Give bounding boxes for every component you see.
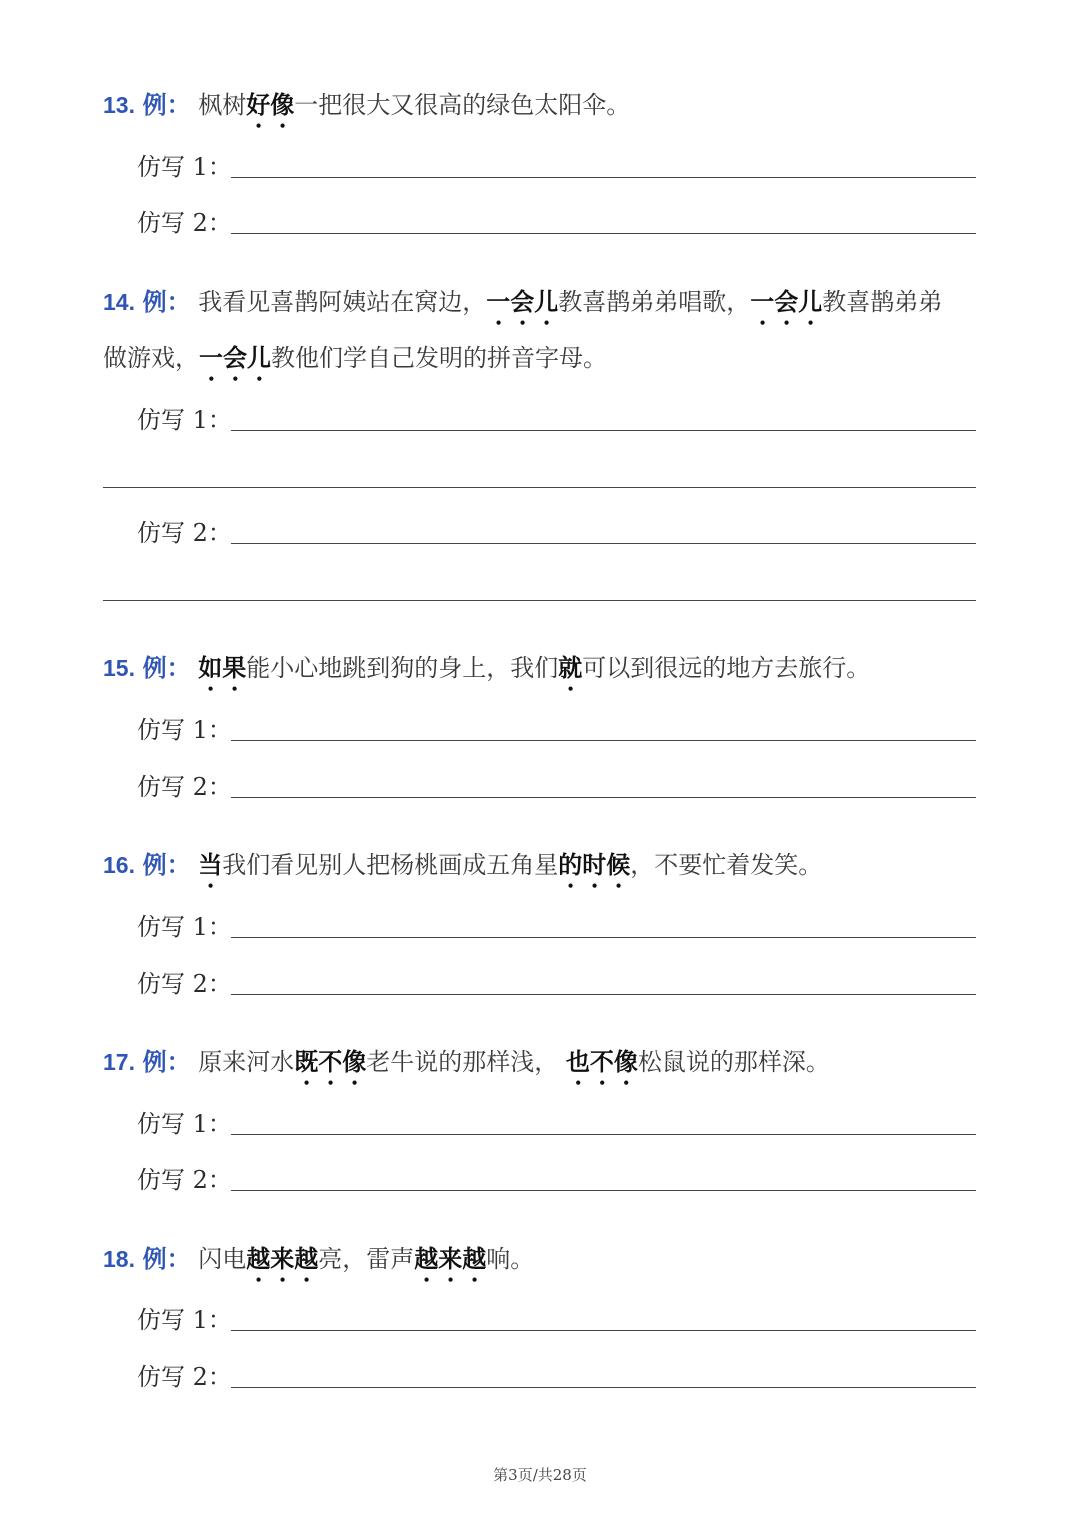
sentence-text: 松鼠说的那样深。 (637, 1048, 830, 1076)
answer-line[interactable] (231, 994, 976, 995)
emphasized-phrase: 一会儿 (486, 287, 559, 316)
answer-line[interactable] (231, 430, 976, 431)
imitation-label-1: 仿写 1： (137, 913, 232, 941)
sentence-text: 做游戏， (103, 344, 199, 372)
answer-line[interactable] (231, 233, 976, 234)
example-label: 例： (142, 850, 191, 879)
question-number: 18. (103, 1246, 135, 1272)
imitation-label-2: 仿写 2： (137, 519, 232, 547)
sentence-text: 一把很大又很高的绿色太阳伞。 (294, 91, 631, 119)
example-label: 例： (142, 1244, 191, 1273)
answer-line[interactable] (231, 797, 976, 798)
example-sentence (198, 288, 942, 316)
imitation-label-1: 仿写 1： (137, 1110, 232, 1138)
answer-line[interactable] (103, 600, 976, 601)
question-18-example (103, 1242, 534, 1287)
imitation-label-2: 仿写 2： (137, 1166, 232, 1194)
imitation-label-2: 仿写 2： (137, 1363, 232, 1391)
answer-line[interactable] (231, 1134, 976, 1135)
question-14-example (103, 285, 942, 330)
sentence-text: 我看见喜鹊阿姨站在窝边， (198, 288, 487, 316)
example-sentence (198, 851, 822, 879)
answer-line[interactable] (231, 177, 976, 178)
sentence-text: 我们看见别人把杨桃画成五角星 (222, 851, 559, 879)
sentence-text: 老牛说的那样浅， (366, 1048, 566, 1076)
example-sentence-continued (103, 341, 607, 386)
emphasized-phrase: 如果 (198, 653, 247, 682)
question-number: 16. (103, 852, 135, 878)
emphasized-phrase: 的时候 (558, 850, 631, 879)
answer-line[interactable] (231, 1330, 976, 1331)
sentence-text: 教他们学自己发明的拼音字母。 (271, 344, 607, 372)
example-sentence (198, 91, 630, 119)
question-17-example (103, 1045, 830, 1090)
example-sentence (198, 654, 870, 682)
answer-line[interactable] (103, 487, 976, 488)
sentence-text: 闪电 (198, 1245, 247, 1273)
example-sentence (198, 1048, 830, 1076)
question-15-example (103, 651, 870, 696)
emphasized-phrase: 好像 (246, 90, 295, 119)
imitation-label-1: 仿写 1： (137, 406, 232, 434)
example-label: 例： (142, 653, 191, 682)
sentence-text: 枫树 (198, 91, 247, 119)
sentence-text: 亮，雷声 (318, 1245, 415, 1273)
question-number: 13. (103, 92, 135, 118)
emphasized-phrase: 既不像 (294, 1047, 367, 1076)
answer-line[interactable] (231, 1387, 976, 1388)
emphasized-phrase: 一会儿 (750, 287, 823, 316)
sentence-text: ，不要忙着发笑。 (630, 851, 823, 879)
question-16-example (103, 848, 822, 893)
sentence-text: 教喜鹊弟弟 (822, 288, 943, 316)
answer-line[interactable] (231, 740, 976, 741)
imitation-label-2: 仿写 2： (137, 970, 232, 998)
imitation-label-1: 仿写 1： (137, 153, 232, 181)
sentence-text: 响。 (486, 1245, 535, 1273)
page-footer: 第3页/共28页 (493, 1466, 587, 1484)
example-sentence (198, 1245, 534, 1273)
emphasized-phrase: 也不像 (565, 1047, 638, 1076)
sentence-text: 原来河水 (198, 1048, 295, 1076)
sentence-text: 教喜鹊弟弟唱歌， (558, 288, 751, 316)
sentence-text: 可以到很远的地方去旅行。 (582, 654, 871, 682)
example-label: 例： (142, 1047, 191, 1076)
emphasized-phrase: 越来越 (246, 1244, 319, 1273)
emphasized-phrase: 就 (558, 653, 583, 682)
imitation-label-2: 仿写 2： (137, 773, 232, 801)
question-number: 14. (103, 289, 135, 315)
imitation-label-1: 仿写 1： (137, 1306, 232, 1334)
imitation-label-2: 仿写 2： (137, 209, 232, 237)
example-label: 例： (142, 90, 191, 119)
question-number: 15. (103, 655, 135, 681)
answer-line[interactable] (231, 543, 976, 544)
sentence-text: 能小心地跳到狗的身上，我们 (246, 654, 559, 682)
answer-line[interactable] (231, 1190, 976, 1191)
emphasized-phrase: 一会儿 (199, 343, 271, 372)
question-number: 17. (103, 1049, 135, 1075)
question-13-example (103, 88, 630, 133)
answer-line[interactable] (231, 937, 976, 938)
example-label: 例： (142, 287, 191, 316)
imitation-label-1: 仿写 1： (137, 716, 232, 744)
emphasized-phrase: 当 (198, 850, 223, 879)
emphasized-phrase: 越来越 (414, 1244, 487, 1273)
